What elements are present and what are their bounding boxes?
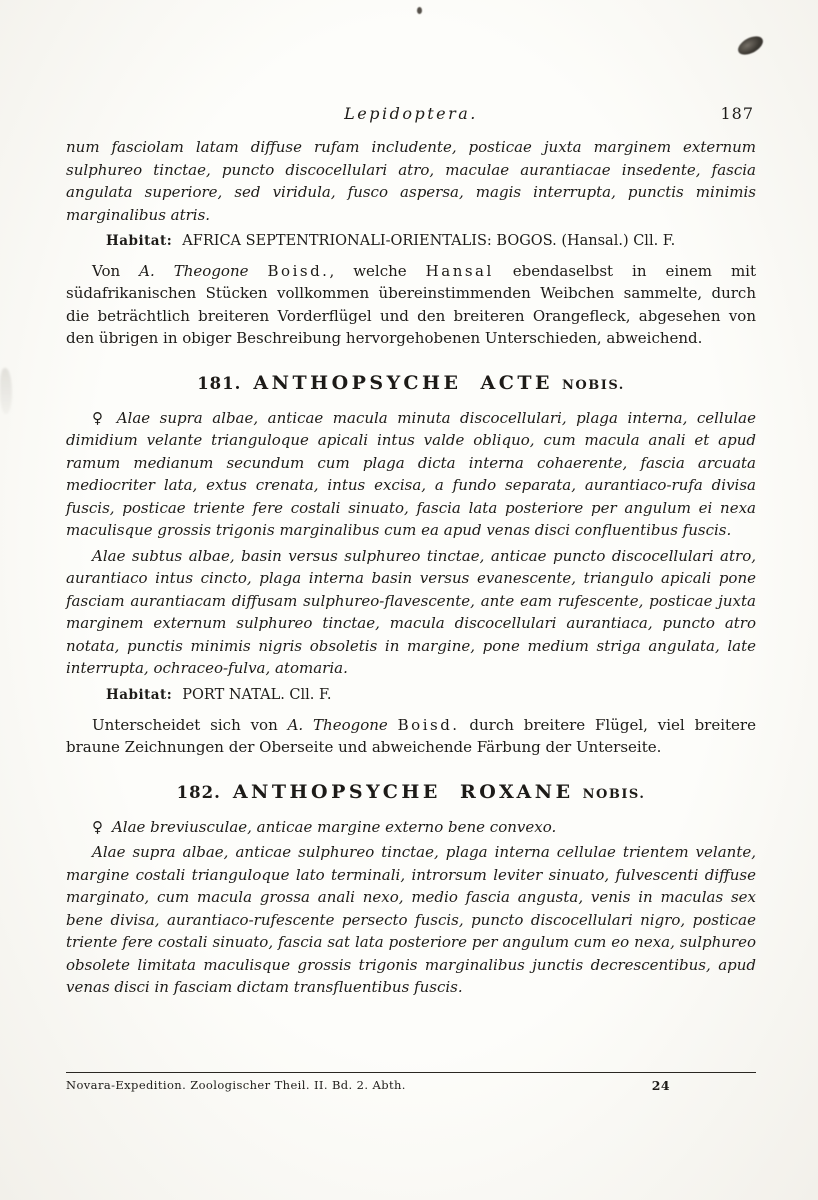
text-run: durch breitere Flügel, viel breitere braune Zeichnungen der Oberseite und abweichende Färbung der Unterseite.	[66, 715, 756, 756]
female-symbol: ♀	[92, 817, 103, 836]
text-run: Alae breviusculae, anticae margine externo bene convexo.	[111, 817, 557, 836]
text-run: ebendaselbst in einem mit südafrikanischen Stücken vollkommen übereinstimmenden Weibchen sammelte, durch die beträchtlich breiteren Vorderflügel und den breiteren Orangefleck, abgesehen von den übrigen in obiger Beschreibung hervorgehobenen Unterschieden, abweichend.	[66, 261, 757, 348]
species-author: NOBIS.	[582, 786, 646, 802]
ink-smudge	[735, 33, 766, 59]
habitat-line-intro	[106, 231, 756, 253]
text-run: Alae supra albae, anticae sulphureo tinctae, plaga interna cellulae trientem velante, margine costali trianguloque lato terminali, introrsum leviter sinuato, fulvescenti diffuse marginato, cum macula grossa anali nexo, medio fascia angusta, venis in maculas sex bene divisa, aurantiaco-rufescente persecto fuscis, puncto discocellulari nigro, posticae triente fere costali sinuato, fascia sat lata posteriore per angulum cum eo nexa, sulphureo obsolete limitata maculisque grossis trigonis marginalibus junctis decrescentibus, apud venas disci in fasciam dictam transfluentibus fuscis.	[66, 843, 756, 996]
species-heading-181	[66, 366, 756, 395]
description-paragraph-upper	[66, 407, 756, 542]
page-header	[66, 104, 756, 128]
text-run: Alae supra albae, anticae macula minuta discocellulari, plaga interna, cellulae dimidium velante trianguloque apicali intus valde obliquo, cum macula anali et apud ramum medianum secundum cum plaga dicta interna cohaerente, fascia arcuata mediocriter lata, extus crenata, intus excisa, a fundo separata, aurantiaco-rufa divisa fuscis, posticae triente fere costali sinuato, fascia lata posteriore per angulum ei nexa maculisque grossis trigonis marginalibus cum ea apud venas disci confluentibus fuscis.	[66, 408, 757, 540]
text-run: Unterscheidet sich von	[92, 715, 288, 734]
species-reference: A. Theogone	[139, 261, 268, 280]
species-number: 182.	[176, 782, 221, 802]
habitat-line-181	[106, 685, 756, 707]
page-footer	[66, 1072, 756, 1093]
species-heading-182	[66, 775, 756, 804]
text-run: Von	[92, 261, 140, 280]
species-number: 181.	[197, 373, 242, 393]
habitat-text: PORT NATAL. Cll. F.	[182, 686, 332, 703]
text-run: , welche	[329, 261, 426, 280]
text-run: num fasciolam latam diffuse rufam includente, posticae juxta marginem externum sulphureo tinctae, puncto discocellulari atro, maculae aurantiacae insedente, fascia angulata superiore, sed viridula, fusco aspersa, magis interrupta, punctis minimis marginalibus atris.	[66, 138, 756, 224]
female-symbol: ♀	[92, 408, 108, 427]
text-run: Alae subtus albae, basin versus sulphureo tinctae, anticae puncto discocellulari atro, aurantiaco intus cincto, plaga interna basin versus evanescente, triangulo apicali pone fasciam aurantiacam diffusam sulphureo-flavescente, ante eam rufescente, posticae juxta marginem externum sulphureo tinctae, macula discocellulari aurantiaca, puncto atro notata, punctis minimis nigris obsoletis in margine, pone medium striga angulata, late interrupta, ochraceo-fulva, atomaria.	[66, 546, 756, 678]
diagnosis-paragraph-182	[66, 816, 756, 839]
sheet-number: 24	[651, 1078, 670, 1093]
species-name: ANTHOPSYCHE ROXANE	[232, 780, 574, 803]
description-paragraph-under	[66, 545, 756, 680]
habitat-label: Habitat:	[106, 233, 173, 249]
habitat-label: Habitat:	[106, 686, 173, 703]
footer-rule	[66, 1072, 756, 1073]
description-paragraph-182	[66, 841, 756, 999]
page-content	[66, 136, 756, 1002]
scan-edge-mark	[0, 368, 12, 414]
species-author: NOBIS.	[562, 377, 625, 393]
collector-name: Hansal	[425, 261, 494, 280]
running-title: Lepidoptera.	[344, 104, 478, 123]
author-name: Boisd.	[397, 715, 460, 734]
page-number: 187	[720, 104, 754, 123]
habitat-text: AFRICA SEPTENTRIONALI-ORIENTALIS: BOGOS. (Hansal.) Cll. F.	[182, 233, 676, 249]
comparison-paragraph	[66, 260, 756, 350]
remark-paragraph-181	[66, 714, 756, 759]
continuation-paragraph	[66, 136, 756, 226]
species-reference: A. Theogone	[287, 715, 398, 734]
species-name: ANTHOPSYCHE ACTE	[253, 371, 554, 394]
footer-signature: Novara-Expedition. Zoologischer Theil. II. Bd. 2. Abth.	[66, 1078, 406, 1092]
author-name: Boisd.	[267, 261, 330, 280]
ink-speck	[417, 7, 422, 14]
